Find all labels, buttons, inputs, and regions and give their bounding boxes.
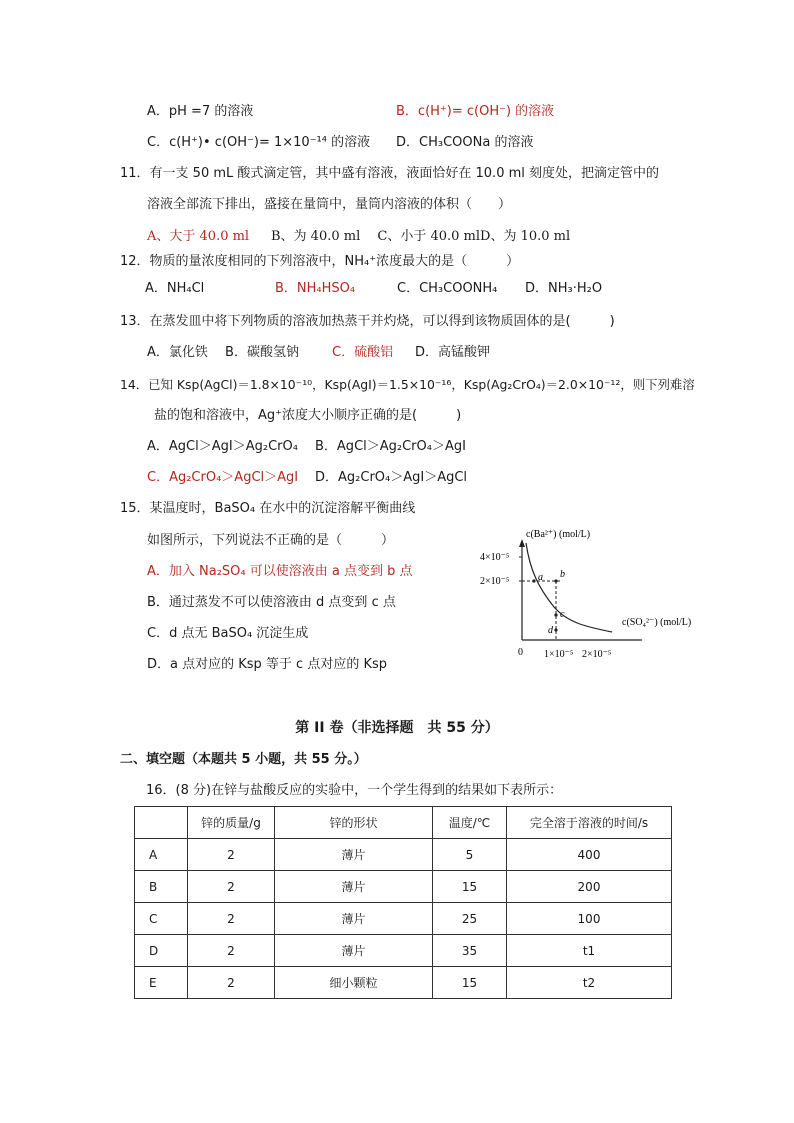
q12-option-b: B．NH₄HSO₄ xyxy=(275,281,356,296)
equilibrium-curve xyxy=(526,543,612,632)
table-row xyxy=(135,839,672,871)
q14-stem-line2: 盐的饱和溶液中，Ag⁺浓度大小顺序正确的是( ) xyxy=(154,408,462,423)
point-c-label: c xyxy=(560,609,565,620)
q10-option-d: D．CH₃COONa 的溶液 xyxy=(396,135,534,150)
row-shape: 薄片 xyxy=(275,903,433,935)
q14-option-c: C．Ag₂CrO₄＞AgCl＞AgI xyxy=(147,470,299,485)
point-d-marker xyxy=(554,628,557,631)
fill-in-header: 二、填空题（本题共 5 小题，共 55 分。） xyxy=(120,752,367,767)
table-row xyxy=(135,871,672,903)
y-axis-arrow-icon xyxy=(519,539,525,547)
point-d-label: d xyxy=(548,625,553,636)
q15-option-c: C．d 点无 BaSO₄ 沉淀生成 xyxy=(147,626,309,641)
row-temperature: 25 xyxy=(433,903,507,935)
q16-stem: 16．(8 分)在锌与盐酸反应的实验中，一个学生得到的结果如下表所示： xyxy=(146,783,563,798)
table-row xyxy=(135,903,672,935)
baso4-solubility-figure xyxy=(472,525,704,665)
q13-option-c: C．硫酸铝 xyxy=(332,345,394,360)
point-b-label: b xyxy=(560,569,565,580)
q10-option-c: C．c(H⁺)• c(OH⁻)= 1×10⁻¹⁴ 的溶液 xyxy=(147,135,371,150)
q12-option-a: A．NH₄Cl xyxy=(145,281,205,296)
row-shape: 薄片 xyxy=(275,839,433,871)
section-2-title: 第 II 卷（非选择题 共 55 分） xyxy=(295,720,499,736)
header-cell-shape: 锌的形状 xyxy=(275,807,433,839)
row-temperature: 15 xyxy=(433,967,507,999)
row-label: E xyxy=(135,967,188,999)
row-temperature: 35 xyxy=(433,935,507,967)
q12-stem: 12．物质的量浓度相同的下列溶液中，NH₄⁺浓度最大的是（ ） xyxy=(120,254,520,269)
row-time: 400 xyxy=(507,839,672,871)
row-temperature: 5 xyxy=(433,839,507,871)
q15-stem-line2: 如图所示，下列说法不正确的是（ ） xyxy=(147,533,395,548)
q12-option-d: D．NH₃·H₂O xyxy=(525,281,603,296)
zinc-reaction-table xyxy=(134,806,672,999)
q15-stem-line1: 15．某温度时，BaSO₄ 在水中的沉淀溶解平衡曲线 xyxy=(120,501,416,516)
q13-options-ab: A．氯化铁 B．碳酸氢钠 xyxy=(147,345,299,360)
row-label: B xyxy=(135,871,188,903)
row-label: D xyxy=(135,935,188,967)
header-cell-time: 完全溶于溶液的时间/s xyxy=(507,807,672,839)
row-mass: 2 xyxy=(188,871,275,903)
row-label: C xyxy=(135,903,188,935)
row-mass: 2 xyxy=(188,967,275,999)
q15-option-b: B．通过蒸发不可以使溶液由 d 点变到 c 点 xyxy=(147,595,396,610)
q12-option-c: C．CH₃COONH₄ xyxy=(397,281,498,296)
x-tick-2-label: 2×10⁻⁵ xyxy=(582,649,612,660)
row-time: t1 xyxy=(507,935,672,967)
q14-option-a: A．AgCl＞AgI＞Ag₂CrO₄ xyxy=(147,439,298,454)
q14-option-d: D．Ag₂CrO₄＞AgI＞AgCl xyxy=(315,470,468,485)
x-tick-1-label: 1×10⁻⁵ xyxy=(544,649,574,660)
row-mass: 2 xyxy=(188,839,275,871)
q14-stem-line1: 14．已知 Ksp(AgCl)＝1.8×10⁻¹⁰，Ksp(AgI)＝1.5×10⁻¹⁶，Ksp(Ag₂CrO₄)＝2.0×10⁻¹²，则下列难溶 xyxy=(120,377,695,392)
y-axis-label: c(Ba²⁺) (mol/L) xyxy=(526,529,591,540)
row-shape: 薄片 xyxy=(275,935,433,967)
row-time: 200 xyxy=(507,871,672,903)
point-b-marker xyxy=(554,579,557,582)
table-row xyxy=(135,967,672,999)
row-time: t2 xyxy=(507,967,672,999)
q11-options-bcd: B、为 40.0 ml C、小于 40.0 mlD、为 10.0 ml xyxy=(271,229,571,244)
y-tick-2-label: 2×10⁻⁵ xyxy=(480,576,510,587)
row-shape: 薄片 xyxy=(275,871,433,903)
q14-option-b: B．AgCl＞Ag₂CrO₄＞AgI xyxy=(315,439,466,454)
header-cell-temperature: 温度/℃ xyxy=(433,807,507,839)
q15-option-a: A．加入 Na₂SO₄ 可以使溶液由 a 点变到 b 点 xyxy=(147,564,413,579)
point-a-marker xyxy=(532,579,535,582)
q11-stem-line1: 11．有一支 50 mL 酸式滴定管，其中盛有溶液，液面恰好在 10.0 ml 刻度处，把滴定管中的 xyxy=(120,166,660,181)
q13-option-d: D．高锰酸钾 xyxy=(415,345,491,360)
row-mass: 2 xyxy=(188,935,275,967)
row-mass: 2 xyxy=(188,903,275,935)
row-time: 100 xyxy=(507,903,672,935)
origin-label: 0 xyxy=(518,647,523,658)
q10-option-a: A．pH =7 的溶液 xyxy=(147,104,254,119)
x-axis-label: c(SO₄²⁻) (mol/L) xyxy=(622,617,692,628)
q15-option-d: D．a 点对应的 Ksp 等于 c 点对应的 Ksp xyxy=(147,657,388,672)
row-temperature: 15 xyxy=(433,871,507,903)
header-cell-label xyxy=(135,807,188,839)
row-shape: 细小颗粒 xyxy=(275,967,433,999)
table-header-row xyxy=(135,807,672,839)
q11-stem-line2: 溶液全部流下排出，盛接在量筒中，量筒内溶液的体积（ ） xyxy=(147,197,512,212)
table-row xyxy=(135,935,672,967)
q11-option-a: A、大于 40.0 ml xyxy=(147,229,250,244)
row-label: A xyxy=(135,839,188,871)
point-a-label: a xyxy=(538,572,543,583)
q13-stem: 13．在蒸发皿中将下列物质的溶液加热蒸干并灼烧，可以得到该物质固体的是( ) xyxy=(120,314,615,329)
y-tick-4-label: 4×10⁻⁵ xyxy=(480,552,510,563)
header-cell-mass: 锌的质量/g xyxy=(188,807,275,839)
q10-option-b: B．c(H⁺)= c(OH⁻) 的溶液 xyxy=(396,104,555,119)
point-c-marker xyxy=(554,613,557,616)
